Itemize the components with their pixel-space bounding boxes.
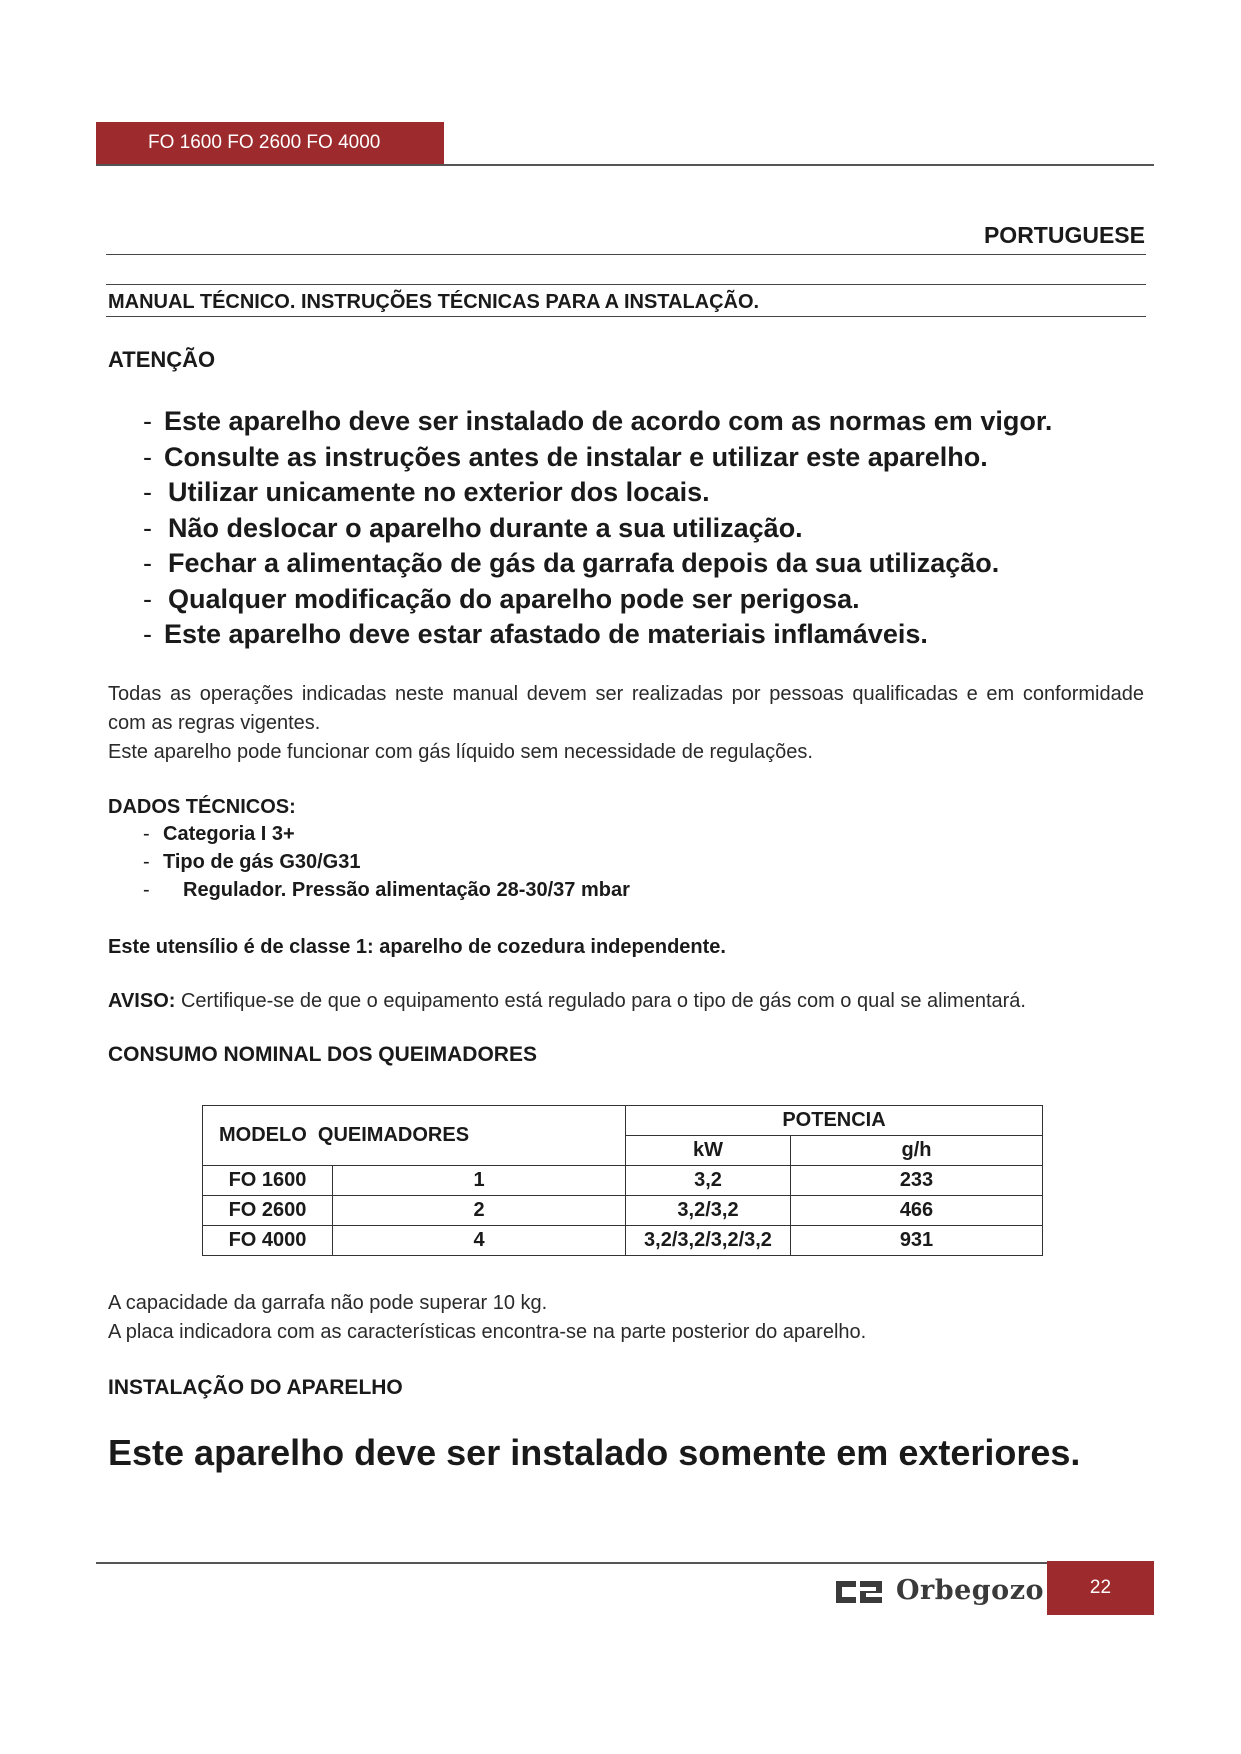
header-models-tab: FO 1600 FO 2600 FO 4000 xyxy=(96,122,444,164)
list-item: - Regulador. Pressão alimentação 28-30/37 mbar xyxy=(143,879,630,901)
table-cell: 3,2/3,2 xyxy=(626,1196,791,1226)
rule-top xyxy=(106,254,1146,255)
consumption-heading: CONSUMO NOMINAL DOS QUEIMADORES xyxy=(108,1043,537,1066)
header-potencia: POTENCIA xyxy=(626,1106,1043,1136)
installation-statement: Este aparelho deve ser instalado somente em exteriores. xyxy=(108,1432,1081,1473)
rule-title-top xyxy=(106,284,1146,285)
list-item: - Tipo de gás G30/G31 xyxy=(143,851,361,873)
aviso-label: AVISO: xyxy=(108,990,176,1012)
intro-paragraph-2: Este aparelho pode funcionar com gás líquido sem necessidade de regulações. xyxy=(108,741,813,763)
list-item: - Utilizar unicamente no exterior dos locais. xyxy=(143,477,710,507)
brand-mark-icon xyxy=(836,1579,884,1605)
attention-heading: ATENÇÃO xyxy=(108,347,216,372)
header-queimadores: QUEIMADORES xyxy=(317,1124,470,1146)
list-item: - Qualquer modificação do aparelho pode ser perigosa. xyxy=(143,583,860,614)
table-cell: 3,2/3,2/3,2/3,2 xyxy=(626,1226,791,1256)
attention-list xyxy=(143,404,1052,653)
note-capacity: A capacidade da garrafa não pode superar 10 kg. xyxy=(108,1292,548,1314)
page-number: 22 xyxy=(1047,1561,1154,1615)
brand-logo xyxy=(836,1575,1044,1606)
table-cell: FO 1600 xyxy=(203,1166,333,1196)
table-cell: 931 xyxy=(791,1226,1043,1256)
table-cell: 4 xyxy=(333,1226,626,1256)
table-header-modelo-queimadores xyxy=(203,1106,626,1166)
table-cell: FO 2600 xyxy=(203,1196,333,1226)
brand-name: Orbegozo xyxy=(896,1575,1045,1606)
list-item: - Não deslocar o aparelho durante a sua utilização. xyxy=(143,512,803,543)
list-item: - Este aparelho deve ser instalado de acordo com as normas em vigor. xyxy=(143,406,1053,436)
list-item: - Categoria I 3+ xyxy=(143,823,295,845)
consumption-table xyxy=(202,1105,1043,1256)
table-cell: FO 4000 xyxy=(203,1226,333,1256)
footer-divider xyxy=(96,1562,1047,1564)
header-divider xyxy=(96,164,1154,166)
table-cell: 1 xyxy=(333,1166,626,1196)
language-label: PORTUGUESE xyxy=(983,222,1145,248)
table-cell: 3,2 xyxy=(626,1166,791,1196)
manual-title: MANUAL TÉCNICO. INSTRUÇÕES TÉCNICAS PARA A INSTALAÇÃO. xyxy=(108,291,760,313)
aviso-text: Certifique-se de que o equipamento está regulado para o tipo de gás com o qual se alimentará. xyxy=(180,990,1026,1012)
note-plate: A placa indicadora com as características encontra-se na parte posterior do aparelho. xyxy=(108,1321,867,1343)
table-row xyxy=(203,1166,1043,1196)
table-row xyxy=(203,1196,1043,1226)
list-item: - Consulte as instruções antes de instalar e utilizar este aparelho. xyxy=(143,441,988,472)
header-modelo: MODELO xyxy=(219,1124,307,1146)
intro-paragraph: Todas as operações indicadas neste manual devem ser realizadas por pessoas qualificadas e em conformidade com as regras vigentes. xyxy=(108,683,1144,734)
table-cell: 466 xyxy=(791,1196,1043,1226)
list-item: - Fechar a alimentação de gás da garrafa depois da sua utilização. xyxy=(143,548,1000,578)
table-cell: 233 xyxy=(791,1166,1043,1196)
header-kw: kW xyxy=(626,1136,791,1166)
table-cell: 2 xyxy=(333,1196,626,1226)
installation-heading: INSTALAÇÃO DO APARELHO xyxy=(108,1376,403,1399)
table-row xyxy=(203,1226,1043,1256)
tech-data-heading: DADOS TÉCNICOS: xyxy=(108,796,296,818)
rule-title-bottom xyxy=(106,316,1146,317)
class-note: Este utensílio é de classe 1: aparelho de cozedura independente. xyxy=(108,936,726,958)
tech-data-list xyxy=(143,820,630,904)
list-item: - Este aparelho deve estar afastado de materiais inflamáveis. xyxy=(143,619,928,649)
aviso-note xyxy=(108,990,1026,1013)
header-gh: g/h xyxy=(791,1136,1043,1166)
